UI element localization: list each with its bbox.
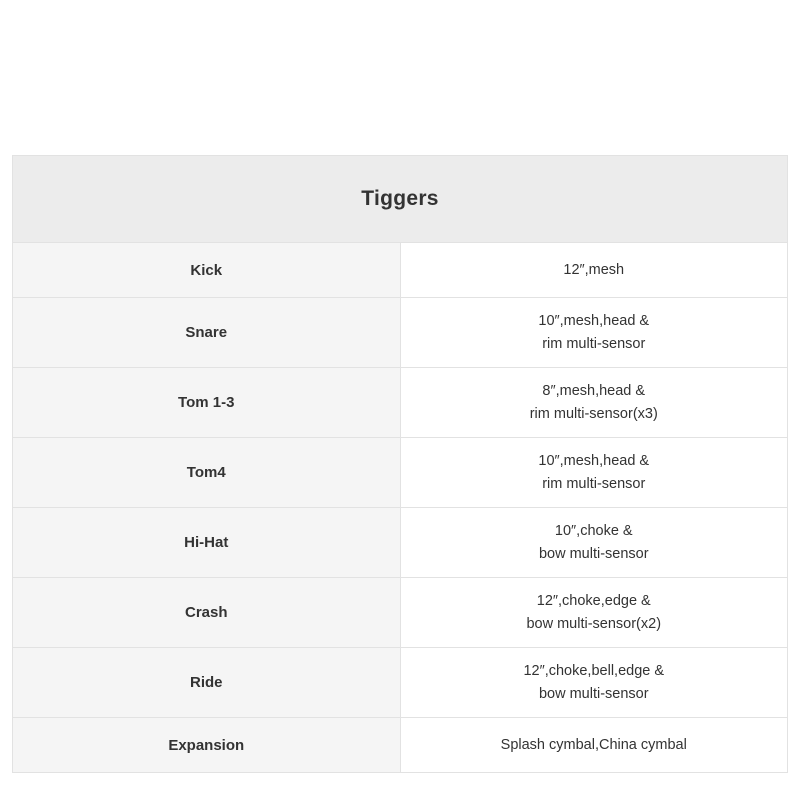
spec-table	[12, 155, 788, 773]
table-row	[13, 718, 788, 773]
table-row	[13, 438, 788, 508]
row-value-tom4	[400, 438, 788, 508]
value-line: bow multi-sensor	[538, 685, 649, 702]
row-value-crash	[400, 578, 788, 648]
table-row	[13, 578, 788, 648]
table-row	[13, 368, 788, 438]
value-line: rim multi-sensor	[542, 475, 646, 492]
table-row	[13, 648, 788, 718]
value-line: 10″,mesh,head &	[538, 313, 650, 330]
value-line: 12″,mesh	[563, 261, 625, 278]
row-label-crash: Crash	[13, 578, 401, 648]
value-line: bow multi-sensor(x2)	[526, 615, 662, 632]
value-line: rim multi-sensor(x3)	[529, 405, 658, 422]
page-title: Tiggers	[13, 156, 788, 243]
value-line: rim multi-sensor	[542, 335, 646, 352]
table-row	[13, 298, 788, 368]
spec-table-body	[13, 156, 788, 773]
row-value-tom-1-3	[400, 368, 788, 438]
row-label-tom-1-3: Tom 1-3	[13, 368, 401, 438]
table-row	[13, 243, 788, 298]
value-line: 8″,mesh,head &	[542, 383, 646, 400]
value-line: Splash cymbal,China cymbal	[500, 736, 687, 753]
value-line: 12″,choke,edge &	[536, 593, 651, 610]
table-row	[13, 508, 788, 578]
row-label-kick: Kick	[13, 243, 401, 298]
row-label-snare: Snare	[13, 298, 401, 368]
row-label-hi-hat: Hi-Hat	[13, 508, 401, 578]
row-value-expansion	[400, 718, 788, 773]
spec-table-container	[12, 155, 788, 754]
value-line: 10″,choke &	[554, 523, 633, 540]
value-line: 12″,choke,bell,edge &	[523, 663, 665, 680]
row-value-hi-hat	[400, 508, 788, 578]
row-label-expansion: Expansion	[13, 718, 401, 773]
table-title-row	[13, 156, 788, 243]
row-label-tom4: Tom4	[13, 438, 401, 508]
value-line: 10″,mesh,head &	[538, 453, 650, 470]
row-value-kick	[400, 243, 788, 298]
row-value-ride	[400, 648, 788, 718]
value-line: bow multi-sensor	[538, 545, 649, 562]
row-value-snare	[400, 298, 788, 368]
row-label-ride: Ride	[13, 648, 401, 718]
